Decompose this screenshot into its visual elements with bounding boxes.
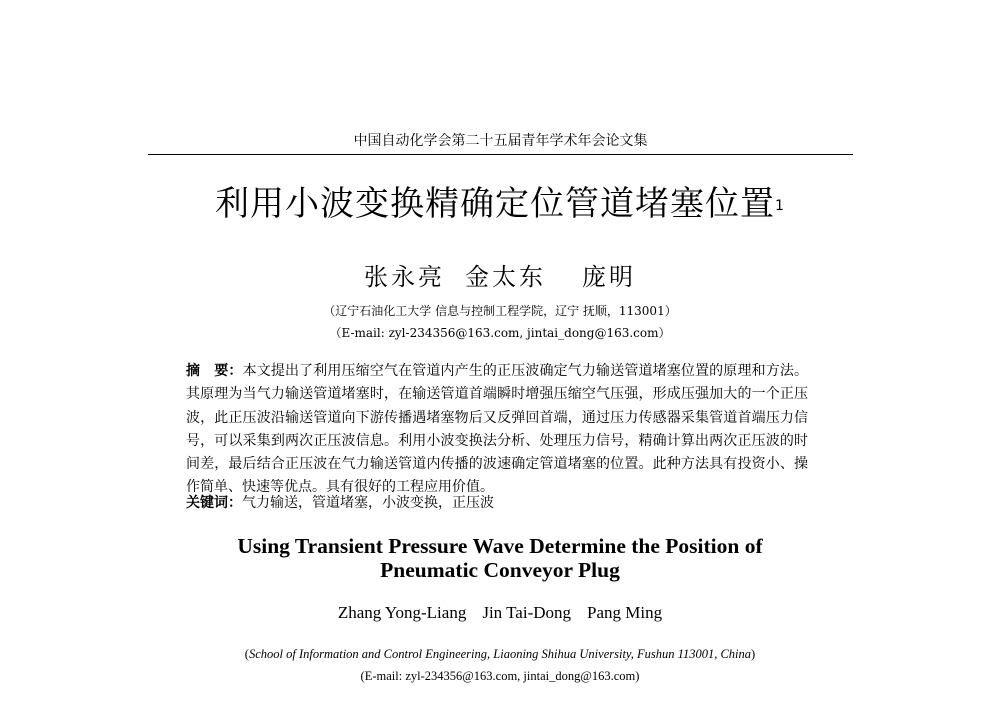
abstract-cn-label: 摘 要：: [186, 363, 243, 379]
affiliation-en-text: School of Information and Control Engineering, Liaoning Shihua University, Fushun 113001, China: [248, 647, 752, 661]
author-en-1: Zhang Yong-Liang: [337, 603, 467, 622]
affiliation-en-open: (: [244, 647, 249, 661]
affiliation-cn: （辽宁石油化工大学 信息与控制工程学院，辽宁 抚顺，113001）: [323, 304, 677, 318]
affiliation-en-close: ): [751, 647, 756, 661]
title-footnote-mark: 1: [775, 198, 785, 214]
paper-title-en: [150, 534, 850, 582]
email-en: (E-mail: zyl-234356@163.com, jintai_dong@163.com): [360, 669, 640, 683]
paper-title-en-line2: Pneumatic Conveyor Plug: [380, 558, 620, 582]
keywords-cn-text: 气力输送，管道堵塞，小波变换，正压波: [242, 495, 494, 511]
affiliation-en: [100, 645, 900, 663]
paper-title-cn-text: 利用小波变换精确定位管道堵塞位置: [215, 184, 776, 224]
author-cn-2: 金太东: [465, 263, 546, 291]
author-en-2: Jin Tai-Dong: [482, 603, 572, 622]
running-header: 中国自动化学会第二十五届青年学术年会论文集: [353, 133, 648, 149]
author-cn-1: 张永亮: [364, 263, 445, 291]
email-cn: （E-mail: zyl-234356@163.com, jintai_dong@163.com）: [329, 326, 671, 340]
authors-en: [150, 601, 850, 625]
keywords-cn-label: 关键词：: [186, 495, 242, 511]
author-cn-3: 庞明: [582, 263, 636, 291]
abstract-cn-text: 本文提出了利用压缩空气在管道内产生的正压波确定气力输送管道堵塞位置的原理和方法。其原理为当气力输送管道堵塞时，在输送管道首端瞬时增强压缩空气压强，形成压强加大的一个正压波，此正压波沿输送管道向下游传播遇堵塞物后又反弹回首端，通过压力传感器采集管道首端压力信号，可以采集到两次正压波信息。利用小波变换法分析、处理压力信号，精确计算出两次正压波的时间差，最后结合正压波在气力输送管道内传播的波速确定管道堵塞的位置。此种方法具有投资小、操作简单、快速等优点。具有很好的工程应用价值。: [186, 363, 809, 496]
keywords-cn: [186, 492, 808, 514]
paper-title-en-line1: Using Transient Pressure Wave Determine the Position of: [237, 534, 763, 558]
header-rule: [148, 154, 853, 155]
author-en-3: Pang Ming: [587, 603, 663, 622]
authors-cn: [200, 260, 800, 294]
paper-title-cn: [100, 181, 900, 227]
abstract-cn: [186, 360, 808, 500]
